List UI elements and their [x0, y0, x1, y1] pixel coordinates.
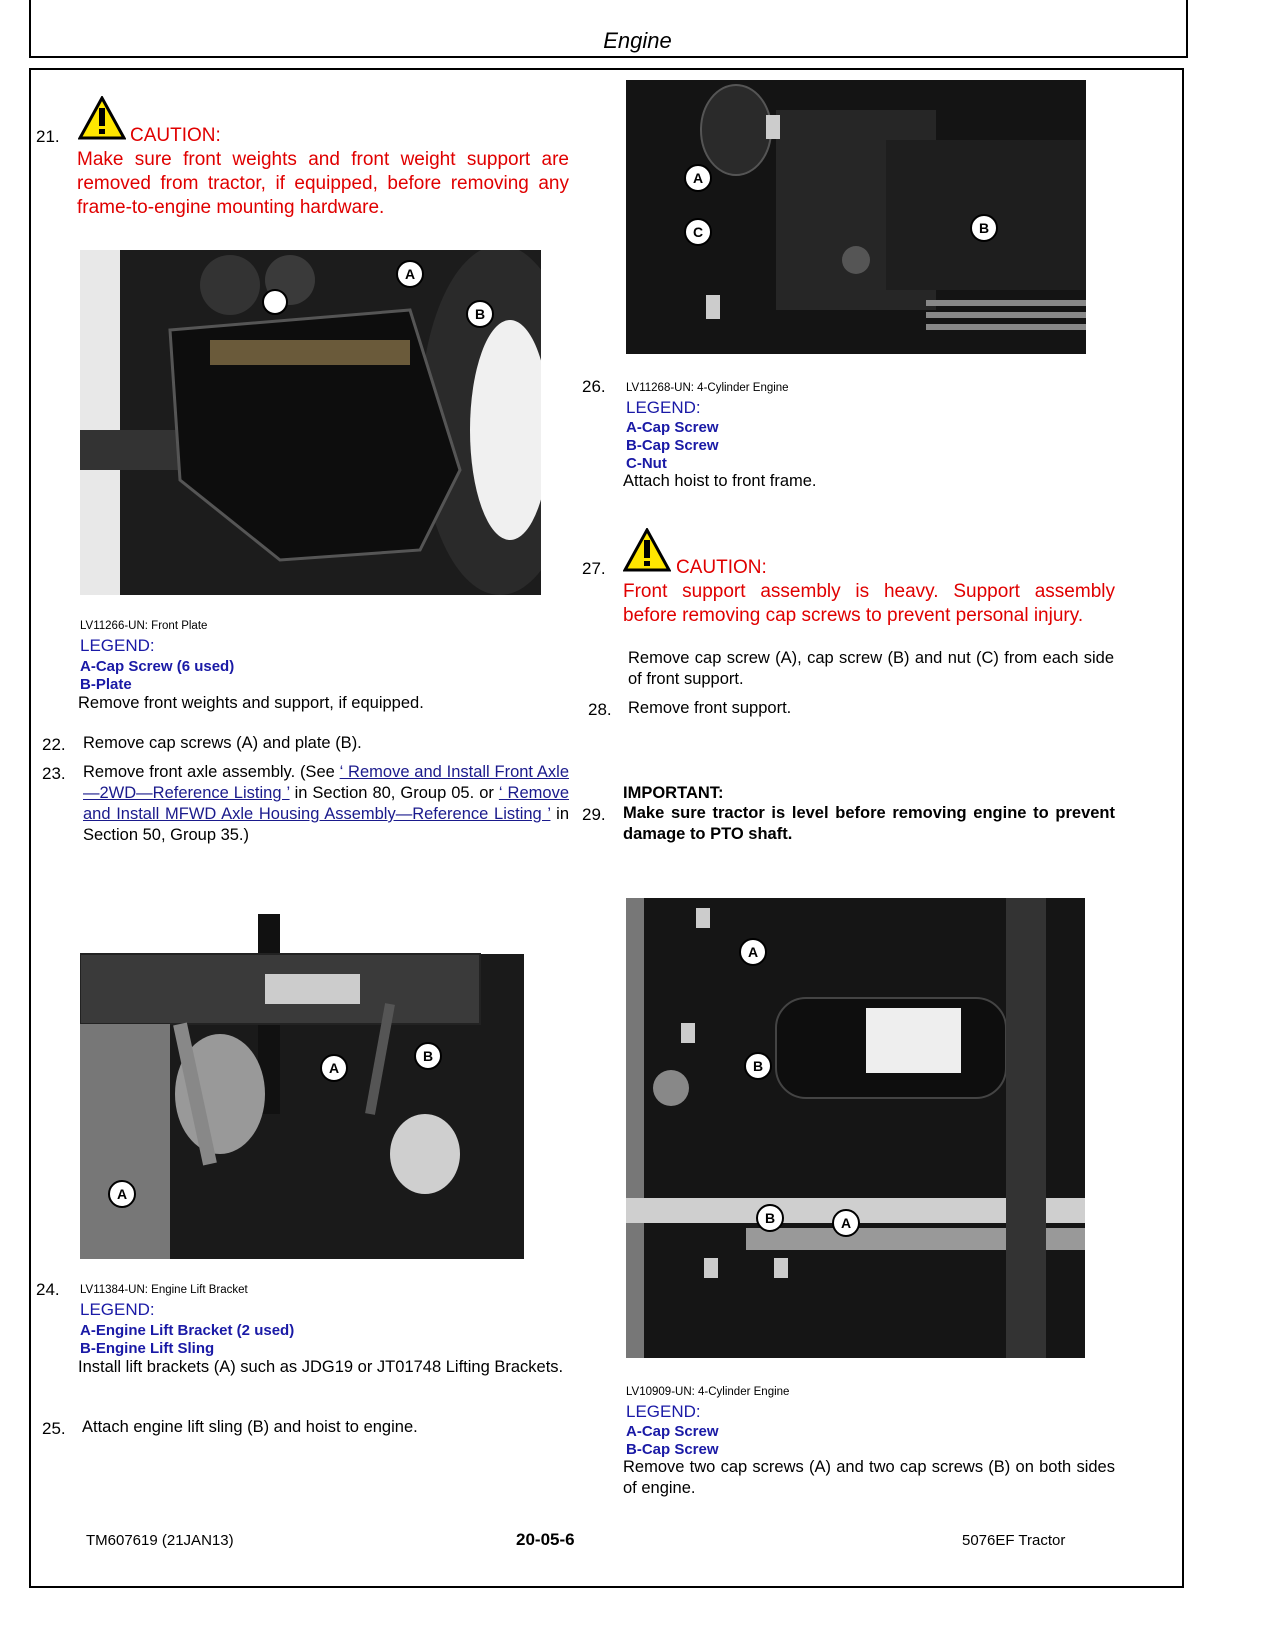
- step-24-text: Install lift brackets (A) such as JDG19 or JT01748 Lifting Brackets.: [78, 1358, 564, 1376]
- legend-item: A-Cap Screw: [626, 1423, 719, 1440]
- callout-a: A: [396, 260, 424, 288]
- footer-model: 5076EF Tractor: [962, 1532, 1066, 1549]
- legend-item: B-Cap Screw: [626, 437, 719, 454]
- step-27-text: Remove cap screw (A), cap screw (B) and nut (C) from each side of front support.: [628, 649, 1114, 688]
- step-23-text-end: in Section 50, Group 35.): [83, 805, 569, 844]
- legend-item: B-Cap Screw: [626, 1441, 719, 1458]
- callout-a: A: [108, 1180, 136, 1208]
- step-27-number: 27.: [582, 559, 606, 578]
- callout-b: B: [414, 1042, 442, 1070]
- legend-item: A-Engine Lift Bracket (2 used): [80, 1322, 295, 1339]
- step-28-text: Remove front support.: [628, 699, 792, 717]
- callout-a: A: [832, 1209, 860, 1237]
- callout-c: C: [684, 218, 712, 246]
- legend-title: LEGEND:: [80, 1300, 155, 1319]
- step-21-number: 21.: [36, 127, 60, 146]
- callout-a: A: [739, 938, 767, 966]
- important-text: Make sure tractor is level before removing engine to prevent damage to PTO shaft.: [623, 804, 1115, 843]
- step-22-number: 22.: [42, 735, 66, 754]
- figure-caption: LV10909-UN: 4-Cylinder Engine: [626, 1386, 790, 1398]
- page-title: Engine: [603, 28, 672, 53]
- legend-item: A-Cap Screw (6 used): [80, 658, 235, 675]
- important-label: IMPORTANT:: [623, 784, 724, 802]
- legend-title: LEGEND:: [626, 398, 701, 417]
- callout-a: A: [684, 164, 712, 192]
- step-26-text: Attach hoist to front frame.: [623, 472, 817, 490]
- caution-label: CAUTION:: [676, 557, 767, 578]
- callout-b: B: [744, 1052, 772, 1080]
- legend-item: B-Plate: [80, 676, 132, 693]
- caution-text: Make sure front weights and front weight support are removed from tractor, if equipped, before removing any frame-to-engine mounting hardware.: [77, 149, 569, 218]
- step-24-number: 24.: [36, 1280, 60, 1299]
- callout-b: B: [466, 300, 494, 328]
- caution-label: CAUTION:: [130, 125, 221, 146]
- legend-item: C-Nut: [626, 455, 667, 472]
- figure-caption: LV11266-UN: Front Plate: [80, 620, 208, 632]
- callout-b: B: [970, 214, 998, 242]
- step-22-text: Remove cap screws (A) and plate (B).: [83, 734, 362, 752]
- step-25-text: Attach engine lift sling (B) and hoist to engine.: [82, 1418, 418, 1436]
- engine-lift-bracket-photo: [80, 914, 524, 1259]
- starter-cap-screws-photo: [626, 898, 1085, 1358]
- step-25-number: 25.: [42, 1419, 66, 1438]
- step-23-text-middle: in Section 80, Group 05. or: [289, 784, 499, 802]
- figure-caption: LV11384-UN: Engine Lift Bracket: [80, 1284, 248, 1296]
- front-support-photo: [626, 80, 1086, 354]
- step-29-text: Remove two cap screws (A) and two cap screws (B) on both sides of engine.: [623, 1458, 1115, 1497]
- legend-item: A-Cap Screw: [626, 419, 719, 436]
- warning-triangle-icon: [78, 96, 126, 140]
- step-21-text: Remove front weights and support, if equipped.: [78, 694, 424, 712]
- legend-item: B-Engine Lift Sling: [80, 1340, 215, 1357]
- step-23-text: [83, 762, 569, 846]
- step-29-number: 29.: [582, 805, 606, 824]
- front-axle-2wd-link[interactable]: ‘ Remove and Install Front Axle—2WD—Reference Listing ’: [83, 763, 569, 802]
- warning-triangle-icon: [623, 528, 671, 572]
- step-23-number: 23.: [42, 764, 66, 783]
- legend-title: LEGEND:: [626, 1402, 701, 1421]
- figure-caption: LV11268-UN: 4-Cylinder Engine: [626, 382, 789, 394]
- caution-text: Front support assembly is heavy. Support assembly before removing cap screws to prevent personal injury.: [623, 581, 1115, 626]
- step-28-number: 28.: [588, 700, 612, 719]
- front-plate-photo: [80, 250, 541, 595]
- callout-b: B: [756, 1204, 784, 1232]
- step-26-number: 26.: [582, 377, 606, 396]
- footer-doc-id: TM607619 (21JAN13): [86, 1532, 234, 1549]
- footer-page-number: 20-05-6: [516, 1530, 575, 1549]
- mfwd-axle-housing-link[interactable]: ‘ Remove and Install MFWD Axle Housing Assembly—Reference Listing ’: [83, 784, 570, 823]
- callout-a: A: [320, 1054, 348, 1082]
- step-23-text-start: Remove front axle assembly. (See: [83, 763, 340, 781]
- legend-title: LEGEND:: [80, 636, 155, 655]
